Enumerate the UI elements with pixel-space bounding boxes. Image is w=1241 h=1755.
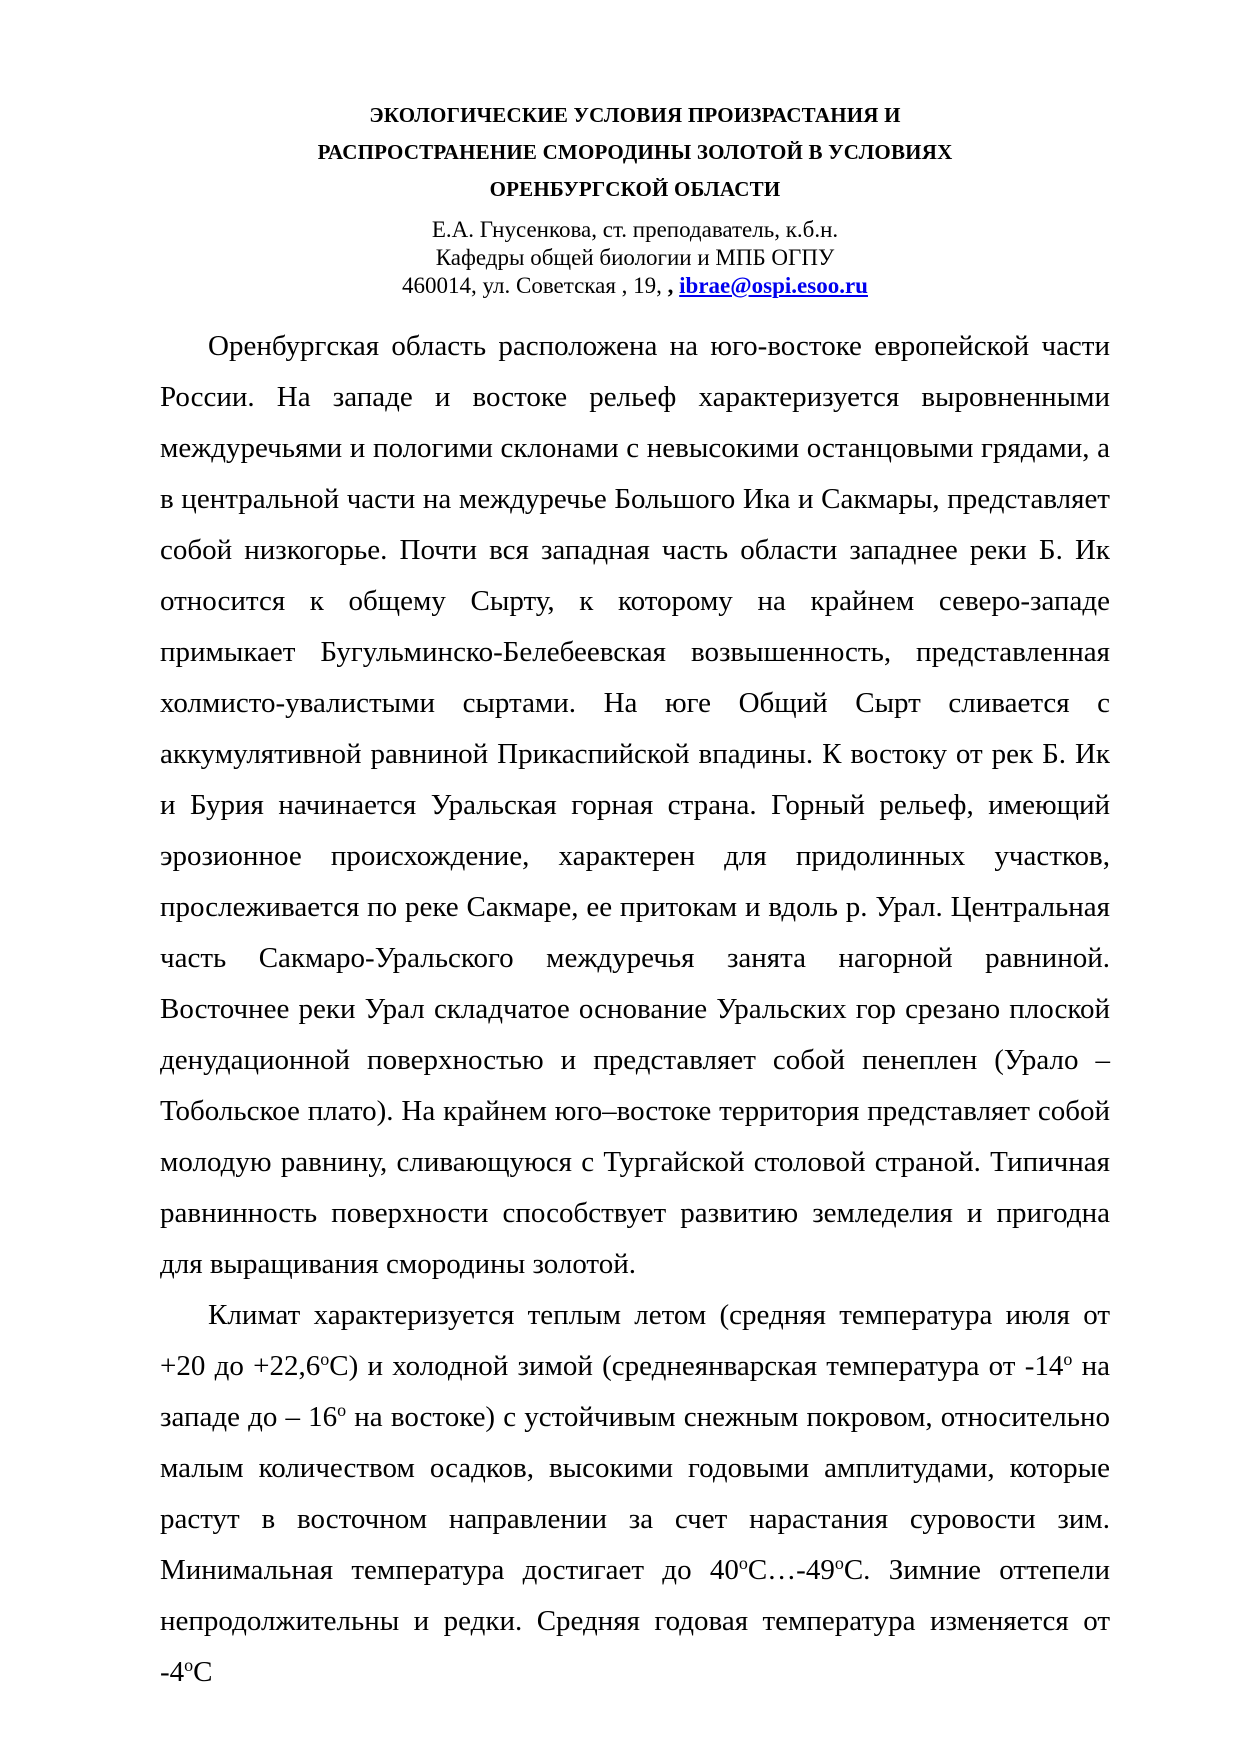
- email-link[interactable]: ibrae@ospi.esoo.ru: [679, 273, 868, 298]
- paragraph-climate: Климат характеризуется теплым летом (средняя температура июля от +20 до $+22,6^оС$) и холодной зимой (среднеянварская температура от $-14^о$ на западе до – $16^о$ на востоке) с устойчивым снежным покровом, относительно малым количеством осадков, высокими годовыми амплитудами, которые растут в восточном направлении за счет нарастания суровости зим. Минимальная температура достигает до $40^оС\dots-49^оС$. Зимние оттепели непродолжительны и редки. Средняя годовая температура изменяется от $-4^оС$: [160, 1299, 1111, 1688]
- address-text: 460014, ул. Советская , 19,: [402, 273, 668, 298]
- title-line-3: ОРЕНБУРГСКОЙ ОБЛАСТИ: [489, 177, 781, 201]
- byline: [160, 216, 1110, 300]
- document-body: [160, 321, 1110, 1698]
- paragraph-geography: Оренбургская область расположена на юго-востоке европейской части России. На западе и востоке рельеф характеризуется выровненными междуречьями и пологими склонами с невысокими останцовыми грядами, а в центральной части на междуречье Большого Ика и Сакмары, представляет собой низкогорье. Почти вся западная часть области западнее реки Б. Ик относится к общему Сырту, к которому на крайнем северо-западе примыкает Бугульминско-Белебеевская возвышенность, представленная холмисто-увалистыми сыртами. На юге Общий Сырт сливается с аккумулятивной равниной Прикаспийской впадины. К востоку от рек Б. Ик и Бурия начинается Уральская горная страна. Горный рельеф, имеющий эрозионное происхождение, характерен для придолинных участков, прослеживается по реке Сакмаре, ее притокам и вдоль р. Урал. Центральная часть Сакмаро-Уральского междуречья занята нагорной равниной. Восточнее реки Урал складчатое основание Уральских гор срезано плоской денудационной поверхностью и представляет собой пенеплен (Урало – Тобольское плато). На крайнем юго–востоке территория представляет собой молодую равнину, сливающуюся с Тургайской столовой страной. Типичная равнинность поверхности способствует развитию земледелия и пригодна для выращивания смородины золотой.: [160, 330, 1110, 1280]
- address-line: [160, 272, 1110, 300]
- title-line-2: РАСПРОСТРАНЕНИЕ СМОРОДИНЫ ЗОЛОТОЙ В УСЛОВИЯХ: [317, 140, 953, 164]
- title-line-1: ЭКОЛОГИЧЕСКИЕ УСЛОВИЯ ПРОИЗРАСТАНИЯ И: [369, 103, 901, 127]
- document-title: [160, 97, 1110, 208]
- author-line: Е.А. Гнусенкова, ст. преподаватель, к.б.н.: [431, 217, 839, 242]
- address-separator: ,: [667, 273, 680, 298]
- department-line: Кафедры общей биологии и МПБ ОГПУ: [435, 245, 835, 270]
